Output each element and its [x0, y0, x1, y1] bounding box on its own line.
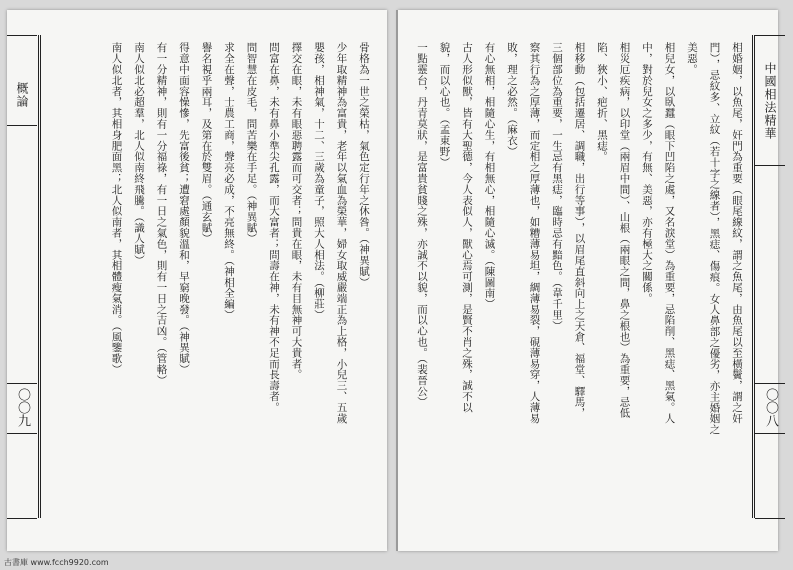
- right-number-box-bottom: [755, 433, 785, 434]
- right-page-text: [418, 42, 748, 507]
- right-page-header: 中國相法精華: [763, 62, 777, 140]
- left-margin-rule: [38, 35, 41, 518]
- left-number-box-bottom: [7, 433, 37, 434]
- right-number-box-top: [755, 383, 785, 384]
- left-text-column: 有一分精神，則有一分福祿，有一日之氣色，則有一日之吉凶。（管輅）: [155, 42, 168, 386]
- left-text-column: 骨格為一世之榮枯，氣色定行年之休咎。（神異賦）: [358, 42, 370, 288]
- left-text-column: 擇交在眼，未有眼惡聘露而可交者；問貴在眼，未有目無神可大貴者。: [290, 42, 303, 380]
- right-text-column: 相災厄疾病，以印堂（兩眉中間）、山根（兩眼之間，鼻之根也）為重要，忌低: [618, 42, 631, 419]
- right-header-box-bottom: [755, 165, 785, 166]
- left-number-box-top: [7, 383, 37, 384]
- left-text-column: 南人似北必超羣，北人似南終飛騰。（識人賦）: [133, 42, 145, 266]
- left-text-column: 問智慧在皮毛，問苦樂在手足。（神異賦）: [245, 42, 258, 244]
- right-margin-rule: [752, 35, 755, 518]
- left-top-rule: [7, 35, 37, 36]
- right-bottom-rule: [755, 518, 785, 519]
- left-text-column: 譽名視乎兩耳，及第在於雙眉。（通玄賦）: [200, 42, 213, 244]
- site-credit: 古書庫 www.fcch9920.com: [4, 558, 109, 567]
- right-text-column: 一點靈台，丹青莫狀，是富貴貧賤之殊，亦誠不以貌，而以心也。（裴晉公）: [416, 42, 428, 408]
- left-page-number: 〇〇九: [15, 388, 30, 427]
- left-text-column: 求全在聲，士農工商，聲亮必成，不亮無終。（神相全編）: [223, 42, 235, 321]
- left-text-column: 嬰孩，相神氣，十二、三歲為童子，照大人相法。（柳莊）: [313, 42, 325, 321]
- right-text-column: 有心無相，相隨心生，有相無心，相隨心滅。（陳圖南）: [483, 42, 496, 310]
- right-text-column: 古人形似獸，皆有大聖德，今人表似人，獸心焉可測，是賢不肖之殊，誠不以: [461, 42, 473, 413]
- right-text-column: 三個部位為重要，一生忌有黑痣，臨時忌有黯色。（韋千里）: [551, 42, 563, 332]
- left-bottom-rule: [7, 518, 37, 519]
- right-page-number: 〇〇八: [763, 388, 778, 427]
- right-text-column: 門），忌紋多、立紋（若十字之線者），黑痣、傷痕。女人鼻部之優劣，亦主婚姻之: [708, 42, 721, 435]
- left-text-column: 南人似北者，其相身肥面黑；北人似南者，其相體瘦氣消。（風鑒歌）: [110, 42, 123, 375]
- right-text-column: 相婚姻，以魚尾，奸門為重要（眼尾線紋，謂之魚尾，由魚尾以至橫鬢，謂之奸: [731, 42, 743, 424]
- left-text-column: 少年取精神為富貴，老年以氣血為榮華，婦女取威嚴端正為上格，小兒三、五歲: [335, 42, 348, 424]
- right-top-rule: [755, 35, 785, 36]
- right-text-column: 陷、狹小、疤折、黑痣。: [596, 42, 608, 162]
- right-text-column: 相兒女，以臥蠶（眼下凹陷之處，又名淚堂）為重要，忌陷削、黑痣、黑氣。人: [663, 42, 676, 424]
- left-page-text: [50, 42, 375, 507]
- left-header-box-bottom: [7, 125, 37, 126]
- right-text-column: 貌，而以心也。（孟東野）: [438, 42, 451, 168]
- left-page-header: 概論: [15, 82, 29, 108]
- left-text-column: 問富在鼻，未有鼻小準尖孔露，而大富者；問壽在神，未有神不足而長壽者。: [268, 42, 280, 413]
- right-text-column: 敗，理之必然。（麻衣）: [506, 42, 518, 157]
- right-text-column: 相移動（包括遷居、調職，出行等事），以眉尾直斜向上之天倉、福堂、驛馬，: [573, 42, 586, 419]
- book-spine: [396, 10, 398, 551]
- right-text-column: 中，對於兒女之多少，有無、美惡，亦有極大之關係。: [641, 42, 653, 304]
- left-text-column: 得意中面容懆慘，先富後貧；遭窘處顏貌溫和，早窮晚發。（神異賦）: [178, 42, 190, 375]
- right-text-column: 美惡。: [686, 42, 698, 75]
- right-text-column: 察其行為之厚薄，而定相之厚薄也，如糟薄易坦，綢薄易裂，硯薄易穿，人薄易: [528, 42, 541, 424]
